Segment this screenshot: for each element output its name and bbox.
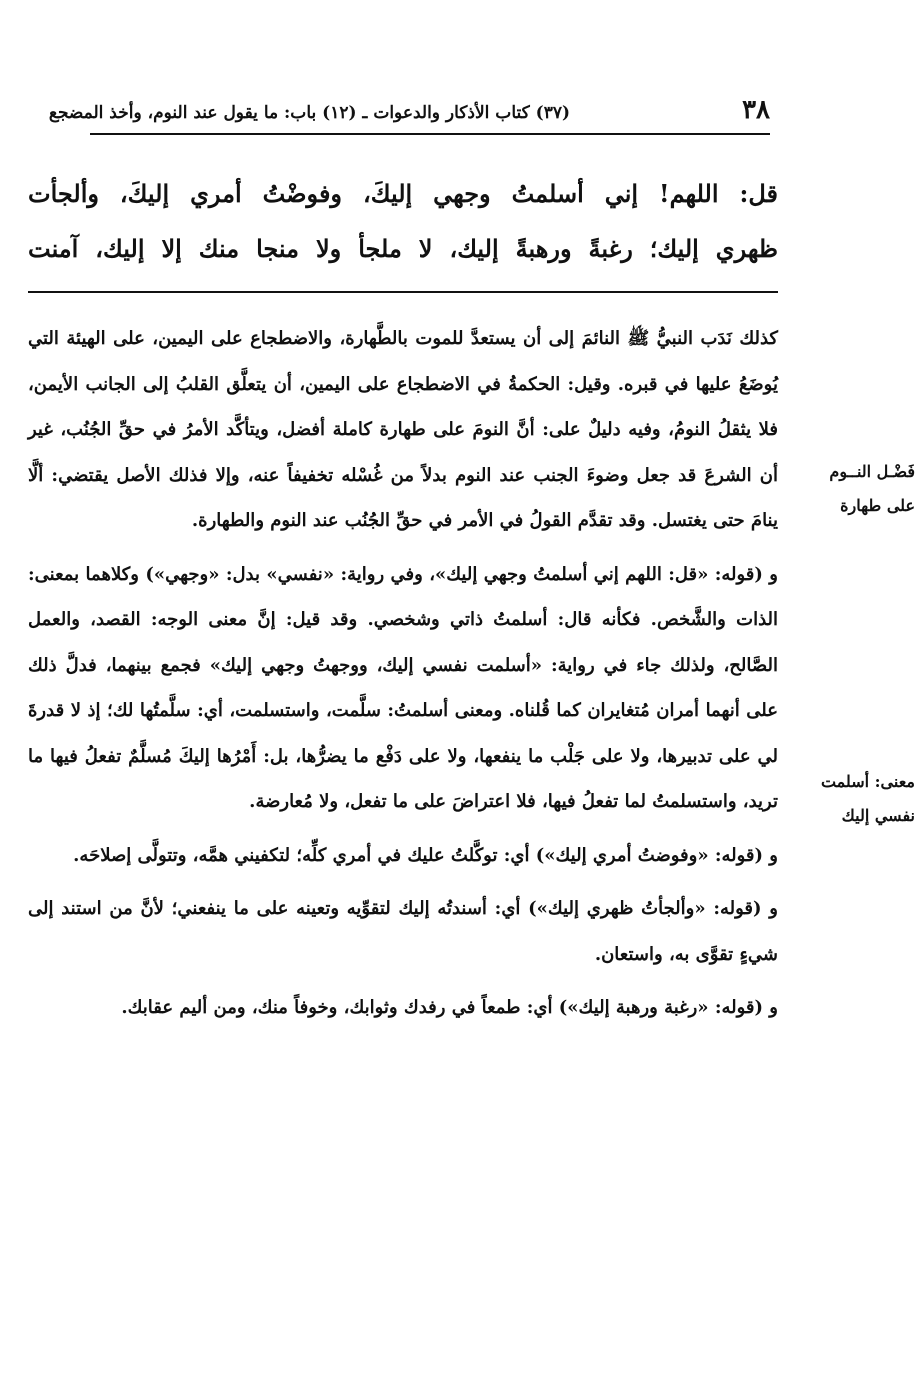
margin-note-line: على طهارة: [840, 496, 915, 515]
header-rule: [90, 133, 770, 135]
page-number: ٣٨: [742, 95, 770, 125]
commentary-paragraph: و (قوله: «وألجأتُ ظهري إليك») أي: أسندتُه إليك لتقوِّيه وتعينه على ما ينفعني؛ لأنَّ من استند إلى شيءٍ تقوَّى به، واستعان.: [28, 898, 778, 965]
hadith-line: ظهري إليك؛ رغبةً ورهبةً إليك، لا ملجأ ولا منجا منك إلا إليك، آمنت: [28, 234, 778, 263]
commentary-text: [28, 316, 778, 1039]
margin-note: [790, 455, 915, 523]
commentary-paragraph: و (قوله: «رغبة ورهبة إليك») أي: طمعاً في رفدك وثوابك، وخوفاً منك، ومن أليم عقابك.: [121, 997, 778, 1018]
margin-note-line: معنى: أسلمت: [820, 772, 915, 791]
commentary-paragraph: و (قوله: «قل: اللهم إني أسلمتُ وجهي إليك»، وفي رواية: «نفسي» بدل: «وجهي») وكلاهما بمعنى: الذات والشَّخص. فكأنه قال: أسلمتُ ذاتي وشخصي. وقد قيل: إنَّ معنى الوجه: القصد، والعمل الصَّالح، ولذلك جاء في رواية: «أسلمت نفسي إليك، ووجهتُ وجهي إليك» فجمع بينهما، فدلَّ ذلك على أنهما أمران مُتغايران كما قُلناه. ومعنى أسلمتُ: سلَّمت، واستسلمت، أي: سلَّمتُها لك؛ إذ لا قدرةَ لي على تدبيرها، ولا على جَلْب ما ينفعها، ولا على دَفْع ما يضرُّها، بل: أَمْرُها إليكَ مُسلَّمٌ تفعلُ فيها ما تريد، واستسلمتُ لما تفعلُ فيها، فلا اعتراضَ على ما تفعل، ولا مُعارضة.: [28, 563, 778, 812]
running-header: [48, 90, 770, 140]
commentary-paragraph: و (قوله: «وفوضتُ أمري إليك») أي: توكَّلتُ عليك في أمري كلِّه؛ لتكفيني همَّه، وتتولَّى إصلاحَه.: [73, 844, 778, 866]
hadith-line: قل: اللهم! إني أسلمتُ وجهي إليكَ، وفوضْتُ أمري إليكَ، وألجأت: [28, 179, 778, 208]
hadith-text: [28, 166, 778, 276]
commentary-paragraph: كذلك نَدَب النبيُّ ﷺ النائمَ إلى أن يستعدَّ للموت بالطَّهارة، والاضطجاع على اليمين، على الهيئة التي يُوضَعُ عليها في قبره. وقيل: الحكمةُ في الاضطجاع على اليمين، أن يتعلَّق القلبُ إلى الجانب الأيمن، فلا يثقلُ النومُ، وفيه دليلٌ على: أنَّ النومَ على طهارة كاملة أفضل، ويتأكَّد الأمرُ في حقِّ الجُنُب، غير أن الشرعَ قد جعل وضوءَ الجنب عند النوم بدلاً من غُسْله تخفيفاً عنه، وإلا فذلك الأصل يقتضي: ألَّا ينامَ حتى يغتسل. وقد تقدَّم القولُ في الأمر في حقِّ الجُنُب عند النوم والطهارة.: [28, 328, 778, 531]
margin-note-line: نفسي إليك: [841, 806, 915, 825]
margin-note-line: فَضْـل النــوم: [829, 462, 915, 481]
text-separator-rule: [28, 291, 778, 293]
chapter-title: (٣٧) كتاب الأذكار والدعوات ـ (١٢) باب: ما يقول عند النوم، وأخذ المضجع: [48, 103, 570, 123]
margin-note: [790, 765, 915, 833]
